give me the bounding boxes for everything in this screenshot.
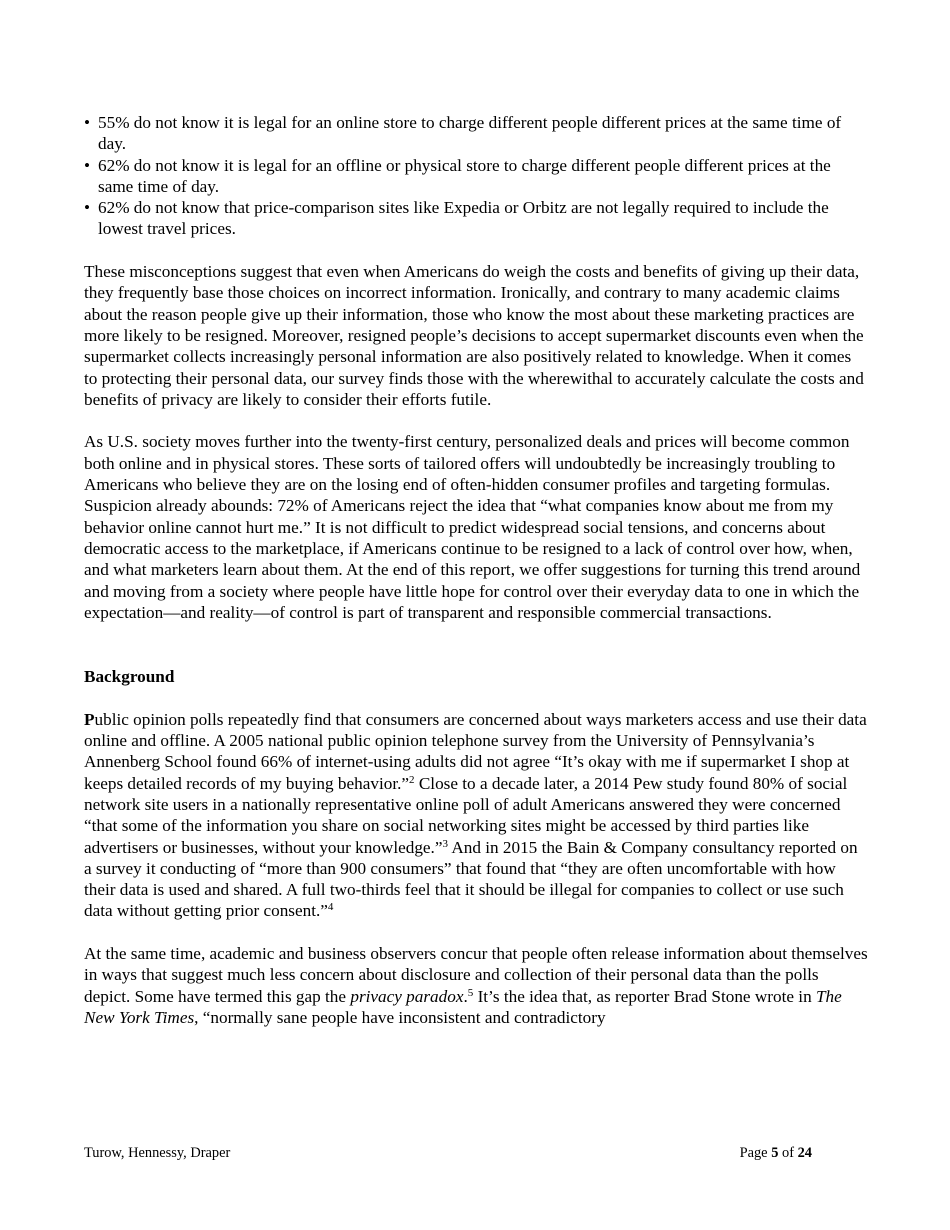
paragraph-text: , “normally sane people have inconsistent and contradictory	[194, 1007, 606, 1027]
list-item	[84, 155, 868, 198]
italic-term: privacy paradox	[350, 986, 464, 1006]
section-heading-background: Background	[84, 667, 175, 687]
bullet-icon: •	[84, 198, 91, 218]
total-pages: 24	[797, 1145, 812, 1161]
italic-publication: The New York Times	[84, 986, 842, 1027]
footer-authors: Turow, Hennessy, Draper	[84, 1145, 231, 1161]
bullet-text: 62% do not know that price-comparison sites like Expedia or Orbitz are not legally required to include the lowest travel prices.	[98, 198, 829, 239]
bullet-list	[84, 112, 868, 240]
list-item	[84, 112, 868, 155]
paragraph-text: At the same time, academic and business observers concur that people often release information about themselves in ways that suggest much less concern about disclosure and collection of their personal data than the polls depict. Some have termed this gap the	[84, 943, 868, 1006]
paragraph-text: Close to a decade later, a 2014 Pew study found 80% of social network site users in a nationally representative online poll of adult Americans answered they were concerned “that some of the information you share on social networking sites might be accessed by third parties like advertisers or businesses, without your knowledge.”	[84, 773, 848, 857]
paragraph-society: As U.S. society moves further into the twenty-first century, personalized deals and prices will become common both online and in physical stores. These sorts of tailored offers will undoubtedly be increasingly troubling to Americans who believe they are on the losing end of often-hidden consumer profiles and targeting formulas. Suspicion already abounds: 72% of Americans reject the idea that “what companies know about me from my behavior online cannot hurt me.” It is not difficult to predict widespread social tensions, and concerns about democratic access to the marketplace, if Americans continue to be resigned to a lack of control over how, when, and what marketers learn about them. At the end of this report, we offer suggestions for turning this trend around and moving from a society where people have little hope for control over their everyday data to one in which the expectation—and reality—of control is part of transparent and responsible commercial transactions.	[84, 432, 861, 622]
paragraph-text: .	[463, 986, 468, 1006]
paragraph-misconceptions: These misconceptions suggest that even when Americans do weigh the costs and benefits of giving up their data, they frequently base those choices on incorrect information. Ironically, and contrary to many academic claims about the reason people give up their information, those who know the most about these marketing practices are more likely to be resigned. Moreover, resigned people’s decisions to accept supermarket discounts even when the supermarket collects increasingly personal information are also positively related to knowledge. When it comes to protecting their personal data, our survey finds those with the wherewithal to accurately calculate the costs and benefits of privacy are likely to consider their efforts futile.	[84, 262, 864, 409]
page-label: Page	[739, 1145, 768, 1161]
bullet-text: 62% do not know it is legal for an offline or physical store to charge different people different prices at the same time of day.	[98, 155, 831, 196]
footnote-ref: 3	[442, 837, 448, 850]
paragraph-text: ublic opinion polls repeatedly find that consumers are concerned about ways marketers access and use their data online and offline. A 2005 national public opinion telephone survey from the University of Pennsylvania’s Annenberg School found 66% of internet-using adults did not agree “It’s okay with me if supermarket I shop at keeps detailed records of my buying behavior.”	[84, 709, 867, 793]
paragraph-opinion-polls	[84, 709, 868, 922]
bullet-icon: •	[84, 155, 91, 175]
page-body	[84, 112, 868, 1028]
list-item	[84, 197, 868, 240]
page-number: 5	[771, 1145, 779, 1161]
paragraph-text: And in 2015 the Bain & Company consultancy reported on a survey it conducting of “more than 900 consumers” that found that “they are often uncomfortable with how their data is used and shared. A full two-thirds feel that it should be illegal for companies to collect or use such data without getting prior consent.”	[84, 837, 858, 921]
paragraph-privacy-paradox	[84, 943, 868, 1028]
footnote-ref: 4	[327, 901, 334, 914]
bullet-text: 55% do not know it is legal for an online store to charge different people different prices at the same time of day.	[98, 113, 842, 154]
of-label: of	[782, 1145, 794, 1161]
footnote-ref: 2	[409, 773, 415, 786]
paragraph-text: It’s the idea that, as reporter Brad Stone wrote in	[473, 986, 816, 1006]
bullet-icon: •	[84, 113, 91, 132]
footnote-ref: 5	[467, 986, 474, 999]
page-indicator	[740, 1144, 812, 1162]
drop-cap: P	[84, 709, 95, 729]
